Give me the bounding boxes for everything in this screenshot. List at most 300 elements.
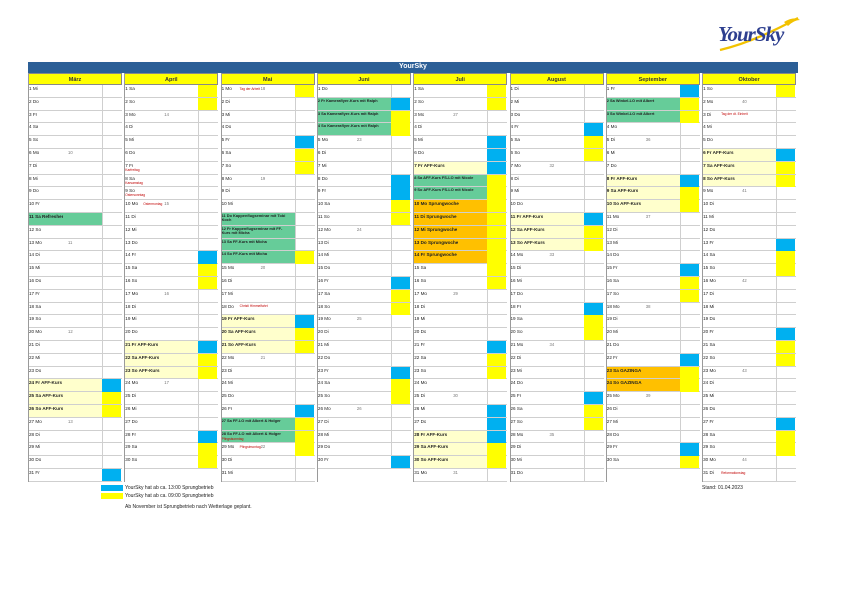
jump-time-flag: [487, 431, 506, 443]
jump-time-flag: [776, 264, 795, 276]
month-header: Juli: [413, 73, 507, 85]
day-row: [510, 456, 604, 469]
day-label: 19 Mo: [317, 316, 331, 322]
jump-time-flag: [776, 418, 795, 430]
day-row: [28, 328, 122, 341]
month-header: August: [510, 73, 604, 85]
day-row: [221, 213, 315, 226]
day-row: [221, 251, 315, 264]
day-label: 17 Mo: [414, 290, 427, 296]
day-row: [413, 85, 507, 98]
jump-time-flag: [584, 315, 603, 327]
day-label: 4 Di: [125, 124, 134, 130]
day-label: 1 Di: [510, 86, 519, 91]
cell-divider: [198, 175, 199, 187]
day-row: [510, 469, 604, 482]
day-row: [413, 251, 507, 264]
jump-time-flag: [391, 379, 410, 391]
day-label: 20 Di: [317, 329, 329, 335]
week-number: 22: [260, 444, 266, 450]
week-number: 26: [356, 406, 362, 411]
jump-time-flag: [102, 405, 121, 417]
month-header: Oktober: [702, 73, 796, 85]
day-label: 12 So: [29, 226, 42, 232]
day-label: 25 Di: [414, 393, 425, 399]
day-row: [702, 251, 796, 264]
day-row: [317, 111, 411, 124]
day-row: [28, 405, 122, 418]
month-column-5: [510, 73, 604, 482]
cell-divider: [776, 111, 777, 123]
day-row: [317, 226, 411, 239]
day-row: [606, 277, 700, 290]
cell-divider: [776, 379, 777, 391]
day-row: [28, 187, 122, 200]
day-label: 30 Sa: [606, 457, 619, 463]
day-row: [606, 379, 700, 392]
day-row: [606, 251, 700, 264]
day-label: 9 So: [125, 188, 135, 194]
day-row: [702, 367, 796, 380]
jump-time-flag: [391, 456, 410, 468]
day-row: [221, 136, 315, 149]
day-row: [317, 315, 411, 328]
cell-divider: [102, 251, 103, 263]
day-label: 9 Do: [29, 188, 39, 194]
jump-time-flag: [584, 405, 603, 417]
cell-divider: [102, 431, 103, 443]
day-row: [413, 162, 507, 175]
jump-time-flag: [680, 85, 699, 97]
cell-divider: [295, 456, 296, 468]
day-label: 1 Mi: [29, 86, 38, 91]
day-row: [317, 98, 411, 111]
day-label: 25 Di: [125, 393, 137, 399]
day-list: [606, 85, 700, 482]
logo-text: YourSky: [718, 22, 784, 46]
day-label: 12 Do: [703, 226, 716, 232]
week-number: 15: [164, 201, 169, 207]
jump-time-flag: [776, 341, 795, 353]
cell-divider: [102, 136, 103, 148]
cell-divider: [584, 367, 585, 379]
day-label: 24 Fr AFF-Kurs: [29, 380, 63, 386]
day-row: [317, 187, 411, 200]
day-row: [606, 418, 700, 431]
cell-divider: [584, 379, 585, 391]
jump-time-flag: [295, 136, 314, 148]
day-label: 23 Mi: [510, 367, 522, 373]
jump-time-flag: [295, 328, 314, 340]
jump-time-flag: [584, 149, 603, 161]
week-number: 17: [164, 380, 169, 386]
day-label: 16 Di: [221, 278, 233, 283]
day-label: 14 So FF-Kurs mit Micha: [221, 252, 267, 257]
day-row: [413, 354, 507, 367]
day-label: 21 Sa: [703, 342, 716, 347]
cell-divider: [680, 392, 681, 404]
day-label: 29 Di: [510, 444, 522, 450]
day-label: 24 Mo: [414, 380, 427, 386]
cell-divider: [102, 111, 103, 123]
day-row: [28, 354, 122, 367]
day-label: 29 Sa: [125, 444, 138, 450]
day-row: [28, 175, 122, 188]
months-grid: [28, 73, 798, 482]
day-row: [702, 175, 796, 188]
day-row: [221, 111, 315, 124]
jump-time-flag: [295, 251, 314, 263]
day-label: 10 Fr: [29, 201, 40, 207]
jump-time-flag: [391, 111, 410, 123]
holiday-note: Tag der dt. Einheit: [721, 112, 748, 117]
day-label: 26 So AFF-Kurs: [29, 406, 64, 411]
day-label: 24 Mi: [221, 380, 233, 386]
day-row: [510, 264, 604, 277]
column-border: [702, 73, 703, 482]
day-row: [413, 367, 507, 380]
day-row: [702, 98, 796, 111]
day-row: [702, 239, 796, 252]
jump-time-flag: [295, 418, 314, 430]
day-row: [124, 98, 218, 111]
week-number: 42: [742, 278, 747, 283]
day-label: 29 Mi: [29, 444, 41, 450]
day-label: 22 Do: [317, 354, 331, 360]
jump-time-flag: [680, 111, 699, 123]
day-row: [510, 379, 604, 392]
day-row: [28, 431, 122, 444]
jump-time-flag: [680, 175, 699, 187]
week-number: 36: [645, 137, 651, 143]
day-row: [413, 123, 507, 136]
cell-divider: [487, 290, 488, 302]
day-label: 2 Mo: [703, 98, 714, 104]
day-row: [510, 405, 604, 418]
day-row: [606, 162, 700, 175]
day-label: 1 Mo: [221, 86, 232, 91]
day-row: [702, 200, 796, 213]
cell-divider: [102, 303, 103, 315]
day-row: [317, 443, 411, 456]
cell-divider: [680, 315, 681, 327]
day-label: 4 Di: [414, 124, 423, 130]
day-row: [317, 456, 411, 469]
cell-divider: [680, 341, 681, 353]
day-row: [702, 277, 796, 290]
cell-divider: [584, 111, 585, 123]
day-row: [317, 431, 411, 444]
day-label: 13 Sa FF-Kurs mit Micha: [221, 239, 267, 244]
day-label: 12 Di: [606, 226, 618, 232]
jump-time-flag: [776, 328, 795, 340]
day-row: [606, 431, 700, 444]
jump-time-flag: [776, 443, 795, 455]
cell-divider: [102, 367, 103, 379]
day-row: [510, 277, 604, 290]
month-header: März: [28, 73, 122, 85]
day-row: [702, 123, 796, 136]
day-label: 18 Do: [221, 303, 234, 309]
day-row: [413, 136, 507, 149]
jump-time-flag: [584, 213, 603, 225]
legend-text-blue: YourSky hat ab ca. 13:00 Sprungbetrieb: [125, 485, 214, 491]
cell-divider: [295, 200, 296, 212]
cell-divider: [198, 162, 199, 174]
jump-time-flag: [680, 456, 699, 468]
day-row: [413, 392, 507, 405]
cell-divider: [391, 85, 392, 97]
cell-divider: [680, 405, 681, 417]
day-label: 5 Mi: [414, 137, 423, 143]
day-label: 29 So: [703, 444, 716, 450]
jump-time-flag: [487, 354, 506, 366]
cell-divider: [776, 226, 777, 238]
day-label: 16 Sa: [606, 278, 619, 283]
jump-time-flag: [680, 200, 699, 212]
day-label: 24 So GAZINGA: [606, 380, 642, 386]
jump-time-flag: [487, 213, 506, 225]
day-label: 30 Do: [29, 457, 42, 463]
day-label: 26 Sa: [510, 406, 523, 411]
day-row: [510, 162, 604, 175]
day-row: [317, 136, 411, 149]
day-label: 31 Mo: [414, 470, 427, 475]
holiday-note: Pfingstsonntag: [221, 436, 244, 441]
day-row: [124, 354, 218, 367]
day-label: 21 Di: [29, 342, 40, 347]
day-label: 3 So Winkel-LO mit Albert: [606, 111, 655, 116]
day-label: 25 Do: [221, 393, 234, 399]
cell-divider: [102, 162, 103, 174]
jump-time-flag: [584, 136, 603, 148]
cell-divider: [102, 290, 103, 302]
cell-divider: [102, 277, 103, 289]
month-header: Mai: [221, 73, 315, 85]
day-row: [317, 200, 411, 213]
day-label: 14 Fr: [125, 252, 137, 258]
day-row: [28, 456, 122, 469]
day-label: 5 Mi: [125, 137, 134, 143]
jump-time-flag: [198, 367, 217, 379]
day-label: 22 Sa: [414, 354, 427, 360]
day-row: [28, 469, 122, 482]
day-label: 11 Mi: [703, 214, 714, 219]
cell-divider: [391, 239, 392, 251]
day-row: [702, 379, 796, 392]
day-row: [702, 469, 796, 482]
column-border: [124, 73, 125, 482]
day-label: 5 Do: [703, 137, 713, 143]
day-row: [606, 303, 700, 316]
jump-time-flag: [487, 367, 506, 379]
day-list: [28, 85, 122, 482]
day-row: [510, 239, 604, 252]
day-label: 8 Fr AFF-Kurs: [606, 175, 638, 181]
jump-time-flag: [487, 85, 506, 97]
day-label: 21 So AFF-Kurs: [221, 342, 256, 347]
day-row: [702, 405, 796, 418]
day-label: 8 Sa AFF-Kurs FS-LO mit Nicole: [414, 175, 474, 180]
day-row: [221, 226, 315, 239]
day-label: 12 Mi Sprungwoche: [414, 226, 458, 232]
jump-time-flag: [584, 239, 603, 251]
day-label: 15 Mo: [221, 265, 235, 271]
day-label: 8 Di: [510, 175, 519, 181]
jump-time-flag: [584, 226, 603, 238]
jump-time-flag: [487, 175, 506, 187]
day-row: [510, 111, 604, 124]
cell-divider: [776, 315, 777, 327]
day-label: 9 Sa AFF-Kurs: [606, 188, 639, 194]
day-row: [606, 123, 700, 136]
day-label: 7 Fr: [125, 162, 134, 168]
day-label: 5 Di: [606, 137, 615, 143]
day-label: 5 So: [29, 137, 39, 143]
jump-time-flag: [295, 405, 314, 417]
day-label: 27 Fr: [703, 418, 714, 424]
cell-divider: [198, 136, 199, 148]
day-label: 24 Mo: [125, 380, 139, 386]
day-label: 13 So AFF-Kurs: [510, 239, 545, 245]
day-row: [221, 469, 315, 482]
cell-divider: [295, 290, 296, 302]
day-label: 27 Sa FF-LO mit Albert & Holger: [221, 418, 281, 423]
jump-time-flag: [680, 354, 699, 366]
cell-divider: [584, 251, 585, 263]
cell-divider: [776, 303, 777, 315]
day-label: 7 Do: [606, 162, 617, 168]
cell-divider: [198, 328, 199, 340]
jump-time-flag: [487, 187, 506, 199]
day-label: 26 Mi: [125, 406, 137, 411]
day-label: 6 Mi: [606, 150, 616, 155]
day-label: 5 Sa: [510, 137, 520, 143]
day-list: [702, 85, 796, 482]
day-row: [606, 239, 700, 252]
week-number: 19: [260, 175, 266, 181]
jump-time-flag: [776, 175, 795, 187]
day-label: 13 Do: [125, 239, 138, 245]
day-row: [124, 85, 218, 98]
day-label: 19 Do: [703, 316, 716, 322]
cell-divider: [584, 264, 585, 276]
jump-time-flag: [487, 264, 506, 276]
cell-divider: [584, 85, 585, 97]
day-row: [28, 149, 122, 162]
day-row: [317, 251, 411, 264]
jump-time-flag: [198, 456, 217, 468]
day-label: 21 Fr AFF-Kurs: [125, 342, 159, 347]
day-row: [221, 162, 315, 175]
month-header: April: [124, 73, 218, 85]
cell-divider: [776, 277, 777, 289]
jump-time-flag: [102, 379, 121, 391]
day-label: 18 Mo: [606, 303, 620, 309]
day-label: 18 So: [317, 303, 330, 309]
day-row: [510, 200, 604, 213]
cell-divider: [487, 123, 488, 135]
cell-divider: [776, 392, 777, 404]
day-row: [413, 443, 507, 456]
day-label: 4 Mi: [703, 124, 712, 130]
day-label: 22 Mi: [29, 354, 41, 360]
cell-divider: [295, 303, 296, 315]
cell-divider: [295, 111, 296, 123]
day-label: 3 Mo: [125, 111, 136, 117]
day-row: [702, 226, 796, 239]
day-label: 11 Mo: [606, 214, 620, 219]
day-label: 9 Mi: [510, 188, 520, 194]
day-row: [510, 187, 604, 200]
cell-divider: [391, 315, 392, 327]
day-row: [510, 136, 604, 149]
cell-divider: [391, 328, 392, 340]
day-row: [124, 431, 218, 444]
day-label: 21 Fr: [414, 342, 425, 347]
day-row: [606, 175, 700, 188]
day-label: 29 Sa AFF-Kurs: [414, 444, 449, 450]
day-row: [317, 264, 411, 277]
cell-divider: [102, 315, 103, 327]
day-label: 2 Sa Winkel-LO mit Albert: [606, 98, 655, 103]
jump-time-flag: [102, 392, 121, 404]
day-row: [606, 136, 700, 149]
day-label: 31 Fr: [29, 470, 40, 475]
day-label: 3 Fr: [29, 111, 38, 117]
jump-time-flag: [584, 123, 603, 135]
cell-divider: [776, 469, 777, 481]
day-row: [124, 367, 218, 380]
cell-divider: [102, 456, 103, 468]
day-label: 27 Mo: [29, 418, 42, 424]
day-label: 19 Mi: [414, 316, 426, 322]
day-row: [606, 111, 700, 124]
day-label: 17 So: [606, 290, 619, 296]
jump-time-flag: [776, 354, 795, 366]
jump-time-flag: [680, 290, 699, 302]
week-number: 37: [645, 214, 651, 219]
day-label: 23 Fr: [317, 367, 329, 373]
day-label: 10 Mo Sprungwoche: [414, 201, 459, 207]
day-label: 18 Sa: [29, 303, 42, 309]
day-row: [413, 200, 507, 213]
day-row: [221, 315, 315, 328]
cell-divider: [776, 123, 777, 135]
cell-divider: [584, 354, 585, 366]
day-label: 1 So: [703, 86, 713, 91]
month-header: September: [606, 73, 700, 85]
day-label: 23 So AFF-Kurs: [125, 367, 160, 373]
day-row: [28, 303, 122, 316]
day-list: [317, 85, 411, 482]
week-number: 33: [549, 252, 555, 258]
day-row: [413, 187, 507, 200]
jump-time-flag: [198, 431, 217, 443]
day-label: 23 Sa GAZINGA: [606, 367, 642, 373]
day-row: [317, 405, 411, 418]
cell-divider: [295, 354, 296, 366]
day-label: 28 So FF-LO mit Albert & Holger: [221, 431, 281, 436]
day-label: 8 Sa: [125, 175, 135, 181]
cell-divider: [776, 290, 777, 302]
cell-divider: [295, 213, 296, 225]
day-row: [606, 187, 700, 200]
day-row: [28, 379, 122, 392]
day-row: [702, 213, 796, 226]
day-row: [28, 290, 122, 303]
cell-divider: [102, 341, 103, 353]
